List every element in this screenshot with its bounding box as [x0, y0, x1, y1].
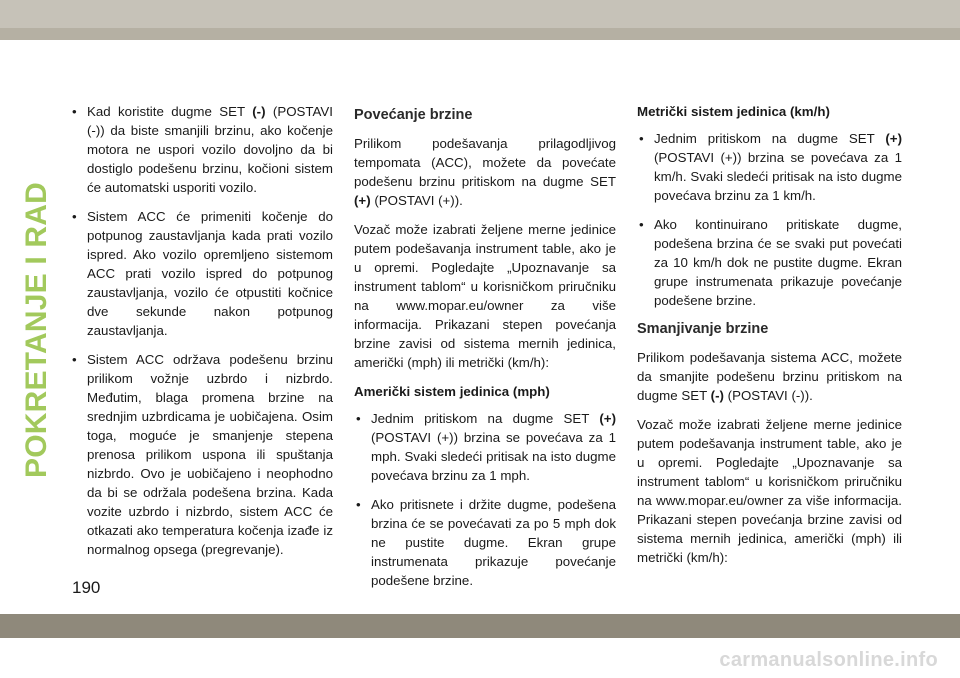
- footer-band: [0, 614, 960, 638]
- heading-decrease-speed: Smanjivanje brzine: [637, 321, 769, 337]
- paragraph: Prilikom podešavanja prilagodljivog tempomata (ACC), možete da povećate podešenu brzinu pritiskom na dugme SET (+) (POSTAVI (+)).: [354, 136, 616, 208]
- column-2: [354, 102, 616, 600]
- col1-item: • Sistem ACC će primeniti kočenje do potpunog zaustavljanja kada prati vozilo ispred. Ako vozilo opremljeno sistemom ACC prati vozilo ispred do potpunog zaustavljanja, vozilo će otpustiti kočnice dve sekunde nakon potpunog zaustavljanja.: [70, 207, 333, 340]
- col1-item: • Kad koristite dugme SET (-) (POSTAVI (-)) da biste smanjili brzinu, ako kočenje motora ne uspori vozilo dovoljno da bi dostiglo podešenu brzinu, kočioni sistem će automatski usporiti vozilo.: [70, 102, 333, 197]
- col3-item: • Jednim pritiskom na dugme SET (+) (POSTAVI (+)) brzina se povećava za 1 km/h. Svaki sledeći pritisak na isto dugme povećava brzinu za 1 km/h.: [637, 129, 902, 205]
- column-3: [637, 102, 902, 577]
- col3-list: [637, 129, 902, 310]
- watermark: carmanualsonline.info: [719, 649, 938, 671]
- col2-item: • Ako pritisnete i držite dugme, podešena brzina će se povećavati za po 5 mph dok ne pustite dugme. Ekran grupe instrumenata prikazuje povećanje podešene brzine.: [354, 495, 616, 590]
- col2-list: [354, 409, 616, 590]
- col2-item: • Jednim pritiskom na dugme SET (+) (POSTAVI (+)) brzina se povećava za 1 mph. Svaki sledeći pritisak na isto dugme povećava brzinu za 1 mph.: [354, 409, 616, 485]
- heading-increase-speed: Povećanje brzine: [354, 107, 473, 123]
- subheading-metric-units: Metrički sistem jedinica (km/h): [637, 104, 830, 119]
- section-title-text: POKRETANJE I RAD: [20, 181, 53, 479]
- header-band-stripe: [0, 28, 960, 40]
- header-band: [0, 0, 960, 40]
- col3-item: • Ako kontinuirano pritiskate dugme, podešena brzina će se svaki put povećati za 10 km/h dok ne pustite dugme. Ekran grupe instrumenata prikazuje povećanje podešene brzine.: [637, 215, 902, 310]
- paragraph: Vozač može izabrati željene merne jedinice putem podešavanja instrument table, ako je u opremi. Pogledajte „Upoznavanje sa instrument tablom“ u korisničkom priručniku na www.mopar.eu/owner za više informacija. Prikazani stepen povećanja brzine zavisi od sistema mernih jedinica, američki (mph) ili metrički (km/h):: [354, 222, 616, 370]
- subheading-us-units: Američki sistem jedinica (mph): [354, 384, 550, 399]
- col1-item: • Sistem ACC održava podešenu brzinu prilikom vožnje uzbrdo i nizbrdo. Međutim, blaga promena brzine na srednjim uzbrdicama je uobičajena. Osim toga, moguće je smanjenje stepena prenosa prilikom uspona ili spuštanja nizbrdo. Ovo je uobičajeno i neophodno da bi se održala podešena brzina. Kada vozite uzbrdo i nizbrdo, sistem ACC će otkazati ako temperatura kočenja izađe iz normalnog opsega (pregrevanje).: [70, 350, 333, 559]
- page-number: 190: [72, 578, 101, 597]
- paragraph: Prilikom podešavanja sistema ACC, možete da smanjite podešenu brzinu pritiskom na dugme SET (-) (POSTAVI (-)).: [637, 350, 902, 403]
- col1-list: [70, 102, 333, 559]
- column-1: [70, 102, 333, 569]
- paragraph: Vozač može izabrati željene merne jedinice putem podešavanja instrument table, ako je u opremi. Pogledajte „Upoznavanje sa instrument tablom“ u korisničkom priručniku na www.mopar.eu/owner za više informacija. Prikazani stepen povećanja brzine zavisi od sistema mernih jedinica, američki (mph) ili metrički (km/h):: [637, 417, 902, 565]
